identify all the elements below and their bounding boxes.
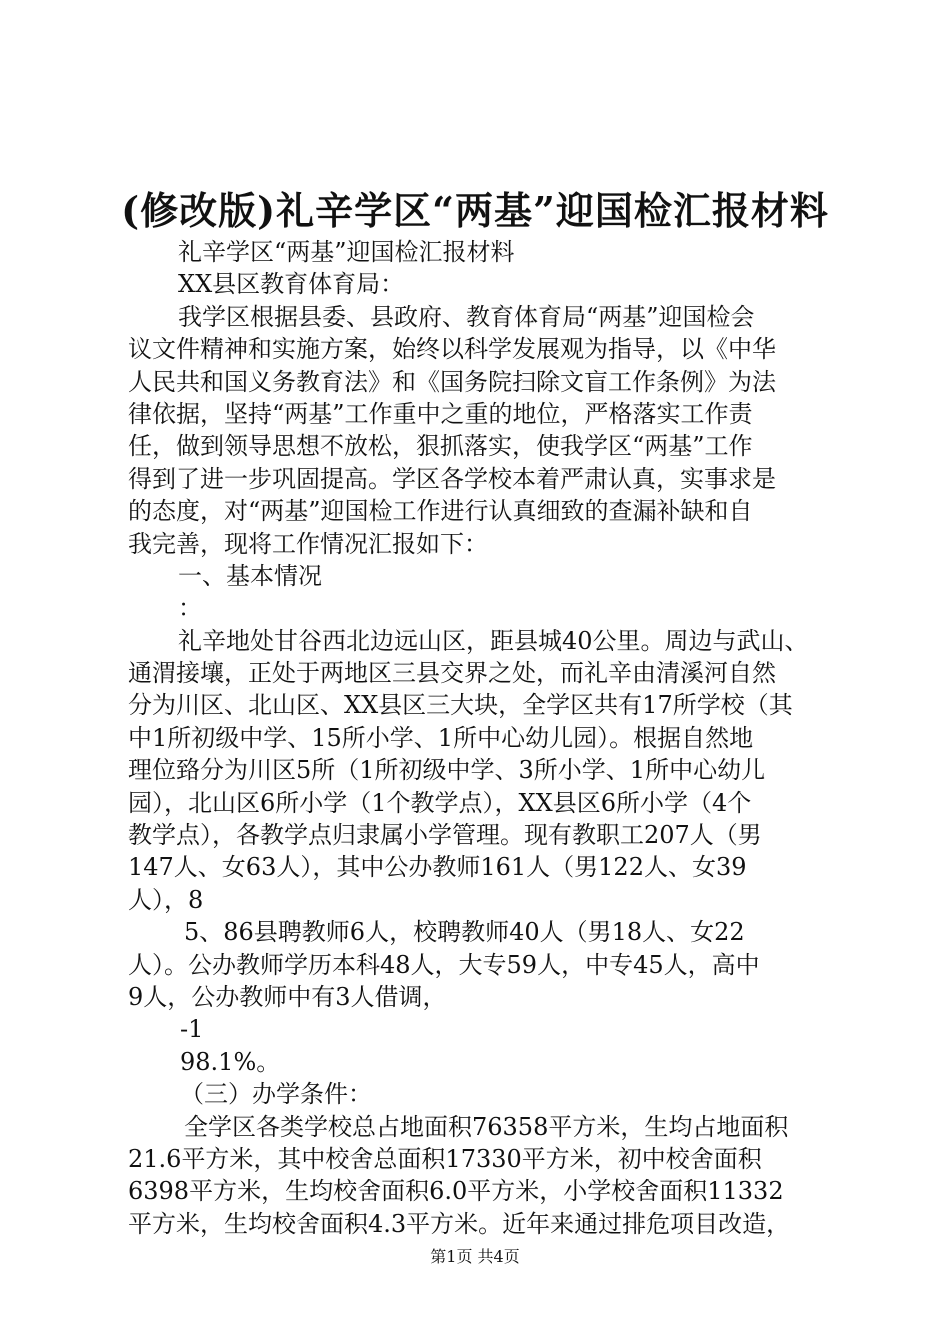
paragraph-line: 全学区各类学校总占地面积76358平方米，生均占地面积	[184, 1112, 789, 1141]
paragraph-line: 中1所初级中学、15所小学、1所中心幼儿园）。根据自然地	[128, 723, 754, 752]
paragraph-line: 9人，公办教师中有3人借调，	[128, 982, 447, 1011]
paragraph-line: 98.1%。	[180, 1047, 281, 1076]
subtitle-line: 礼辛学区“两基”迎国检汇报材料	[178, 238, 515, 266]
paragraph-line: 21.6平方米，其中校舍总面积17330平方米，初中校舍面积	[128, 1144, 762, 1173]
paragraph-line: 人民共和国义务教育法》和《国务院扫除文盲工作条例》为法	[128, 367, 776, 396]
paragraph-line: 我学区根据县委、县政府、教育体育局“两基”迎国检会	[178, 302, 755, 331]
paragraph-line: 平方米，生均校舍面积4.3平方米。近年来通过排危项目改造，	[128, 1209, 791, 1238]
paragraph-line: 得到了进一步巩固提高。学区各学校本着严肃认真，实事求是	[128, 464, 776, 493]
paragraph-line: 我完善，现将工作情况汇报如下：	[128, 529, 488, 558]
section-heading: 一、基本情况	[178, 561, 322, 590]
paragraph-line: 147人、女63人），其中公办教师161人（男122人、女39	[128, 853, 747, 882]
page-number-footer: 第1页 共4页	[430, 1247, 520, 1266]
paragraph-line: 5、86县聘教师6人，校聘教师40人（男18人、女22	[184, 918, 745, 947]
paragraph-line: 通渭接壤，正处于两地区三县交界之处，而礼辛由清溪河自然	[128, 659, 776, 688]
paragraph-line: 议文件精神和实施方案，始终以科学发展观为指导，以《中华	[128, 335, 776, 364]
paragraph-line: 教学点），各教学点归隶属小学管理。现有教职工207人（男	[128, 821, 762, 850]
paragraph-line: ：	[178, 594, 202, 623]
paragraph-line: 任，做到领导思想不放松，狠抓落实，使我学区“两基”工作	[128, 432, 753, 461]
document-title: (修改版)礼辛学区“两基”迎国检汇报材料	[121, 188, 829, 233]
paragraph-line: 的态度，对“两基”迎国检工作进行认真细致的查漏补缺和自	[128, 497, 753, 526]
document-body	[128, 236, 838, 1240]
paragraph-line: 律依据，坚持“两基”工作重中之重的地位，严格落实工作责	[128, 399, 753, 428]
paragraph-line: 礼辛地处甘谷西北边远山区，距县城40公里。周边与武山、	[178, 626, 809, 655]
addressee-line: XX县区教育体育局：	[178, 270, 405, 299]
paragraph-line: 6398平方米，生均校舍面积6.0平方米，小学校舍面积11332	[128, 1177, 784, 1206]
paragraph-line: 人），8	[128, 885, 204, 914]
paragraph-line: 分为川区、北山区、XX县区三大块，全学区共有17所学校（其	[128, 691, 793, 720]
paragraph-line: 园），北山区6所小学（1个教学点），XX县区6所小学（4个	[128, 788, 752, 817]
paragraph-line: -1	[180, 1015, 204, 1044]
paragraph-line: 理位臵分为川区5所（1所初级中学、3所小学、1所中心幼儿	[128, 756, 766, 785]
paragraph-line: 人）。公办教师学历本科48人，大专59人，中专45人，高中	[128, 950, 760, 979]
section-heading: （三）办学条件：	[180, 1080, 372, 1109]
